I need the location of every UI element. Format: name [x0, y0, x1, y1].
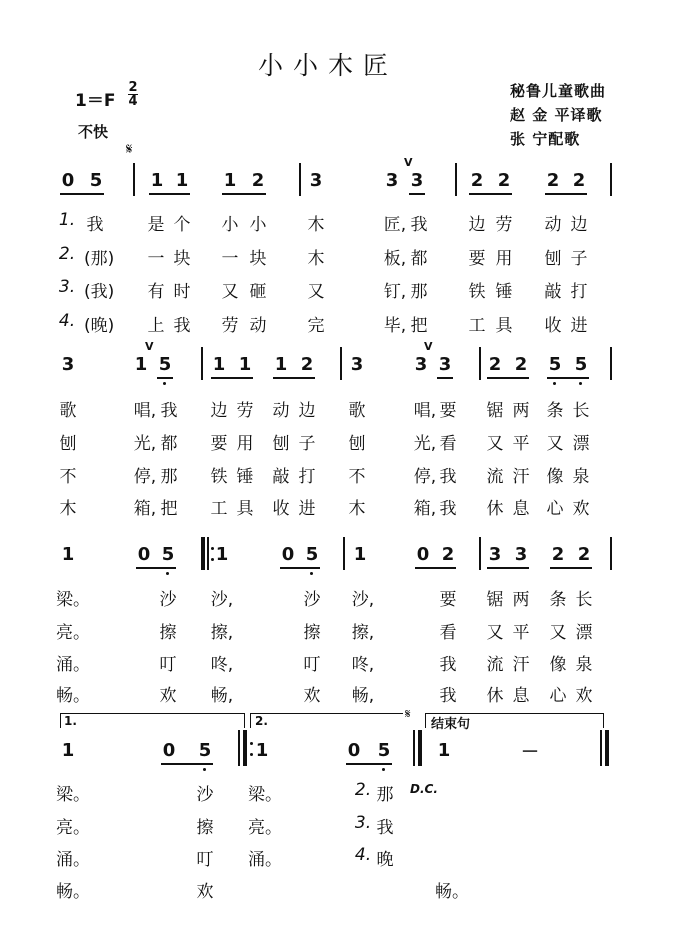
barline [610, 347, 612, 380]
lyric-syllable: 息 [512, 499, 530, 519]
lyric-syllable: (那) [84, 249, 115, 269]
lyric-syllable: 停, [133, 467, 157, 487]
beam-underline [273, 377, 315, 379]
barline [479, 537, 481, 570]
note: 1 [175, 170, 189, 191]
lyric-syllable: 条 [546, 401, 564, 421]
lyric-syllable: 具 [495, 316, 513, 336]
lyric-syllable: 畅, [351, 686, 375, 706]
lyric-syllable: 汗 [512, 467, 530, 487]
note: 2 [300, 354, 314, 375]
note: 3 [350, 354, 364, 375]
note: 2 [572, 170, 586, 191]
first-ending-bracket [60, 713, 245, 728]
lyric-syllable: 要 [439, 401, 457, 421]
beam-underline [547, 377, 589, 379]
lyric-syllable: 用 [236, 434, 254, 454]
lyric-syllable: 边 [298, 401, 316, 421]
breath-mark: V [424, 340, 433, 353]
lyric-syllable: 箱, [133, 499, 157, 519]
lyric-syllable: 欢 [196, 882, 214, 902]
lyric-syllable: 漂 [575, 623, 593, 643]
note: 3 [488, 544, 502, 565]
lyric-syllable: 两 [512, 590, 530, 610]
note: 1 [150, 170, 164, 191]
note: 2 [470, 170, 484, 191]
repeat-dot [250, 742, 253, 745]
lyric-syllable: 畅。 [56, 882, 90, 902]
lyric-syllable: 把 [160, 499, 178, 519]
note: 2 [514, 354, 528, 375]
lyric-syllable: 要 [468, 249, 486, 269]
lyric-syllable: 进 [298, 499, 316, 519]
lyric-syllable: 毕, [383, 316, 407, 336]
note: 3 [414, 354, 428, 375]
lyric-syllable: 不 [59, 467, 77, 487]
lyric-syllable: 又 [221, 282, 239, 302]
note: 0 [61, 170, 75, 191]
note: 5 [89, 170, 103, 191]
lyric-syllable: 心 [549, 686, 567, 706]
lyric-syllable: 都 [410, 249, 428, 269]
beam-underline [211, 377, 253, 379]
lyric-syllable: 涌。 [56, 655, 90, 675]
lyric-syllable: 钉, [383, 282, 407, 302]
lyric-syllable: 亮。 [248, 818, 282, 838]
lyric-syllable: 我 [439, 686, 457, 706]
verse-number: 1. [58, 210, 76, 230]
note: 1 [238, 354, 252, 375]
tempo-marking: 不快 [78, 123, 109, 141]
note: 1 [255, 740, 269, 761]
beam-underline [409, 193, 425, 195]
lyric-syllable: 光, [413, 434, 437, 454]
first-ending-label: 1. [64, 714, 77, 728]
lyric-syllable: 打 [298, 467, 316, 487]
lyric-syllable: 梁。 [56, 785, 90, 805]
lyric-syllable: 刨 [544, 249, 562, 269]
note: 1 [437, 740, 451, 761]
lyric-syllable: 畅。 [435, 882, 469, 902]
barline [343, 537, 345, 570]
barline [299, 163, 301, 196]
note: 3 [514, 544, 528, 565]
lyric-syllable: 是 [147, 215, 165, 235]
sustain-dash: － [521, 742, 539, 763]
time-signature [128, 82, 138, 107]
final-thin-barline [600, 730, 602, 766]
lyric-syllable: 欢 [572, 499, 590, 519]
lyric-syllable: 有 [147, 282, 165, 302]
segno-icon: 𝄋 [405, 707, 411, 722]
lyric-syllable: 箱, [413, 499, 437, 519]
note: 2 [488, 354, 502, 375]
lyric-syllable: 收 [544, 316, 562, 336]
verse-number: 3. [354, 813, 372, 833]
note: 5 [198, 740, 212, 761]
lyric-syllable: 咚, [210, 655, 234, 675]
beam-underline [545, 193, 587, 195]
page-title: 小小木匠 [258, 51, 399, 80]
repeat-end-thick-barline [243, 730, 247, 766]
lyric-syllable: 心 [546, 499, 564, 519]
verse-number: 2. [354, 780, 372, 800]
lyric-syllable: 锯 [486, 401, 504, 421]
note: 2 [546, 170, 560, 191]
lyric-syllable: 边 [570, 215, 588, 235]
low-octave-dot [203, 768, 206, 771]
lyric-syllable: 上 [147, 316, 165, 336]
arranger-credit: 张 宁配歌 [510, 130, 581, 148]
lyric-syllable: 长 [575, 590, 593, 610]
verse-number: 4. [354, 845, 372, 865]
note: 1 [134, 354, 148, 375]
lyric-syllable: 流 [486, 655, 504, 675]
beam-underline [346, 763, 392, 765]
lyric-syllable: 块 [249, 249, 267, 269]
lyric-syllable: 漂 [572, 434, 590, 454]
lyric-syllable: 休 [486, 686, 504, 706]
beam-underline [157, 377, 173, 379]
second-ending-label: 2. [255, 714, 268, 728]
note: 5 [574, 354, 588, 375]
lyric-syllable: 擦, [210, 623, 234, 643]
lyric-syllable: 畅, [210, 686, 234, 706]
final-thick-barline [605, 730, 609, 766]
lyric-syllable: 不 [348, 467, 366, 487]
note: 0 [347, 740, 361, 761]
lyric-syllable: 泉 [572, 467, 590, 487]
note: 1 [61, 544, 75, 565]
key-signature: 1＝F [75, 91, 116, 111]
note: 2 [251, 170, 265, 191]
lyric-syllable: 看 [439, 434, 457, 454]
note: 5 [158, 354, 172, 375]
lyric-syllable: 流 [486, 467, 504, 487]
lyric-syllable: 亮。 [56, 623, 90, 643]
lyric-syllable: 沙, [210, 590, 234, 610]
lyric-syllable: 我 [160, 401, 178, 421]
lyric-syllable: 铁 [210, 467, 228, 487]
lyric-syllable: 板, [383, 249, 407, 269]
lyric-syllable: 叮 [159, 655, 177, 675]
lyric-syllable: 砸 [249, 282, 267, 302]
barline [455, 163, 457, 196]
lyric-syllable: 个 [173, 215, 191, 235]
beam-underline [60, 193, 104, 195]
lyric-syllable: 动 [544, 215, 562, 235]
lyric-syllable: 像 [549, 655, 567, 675]
note: 0 [137, 544, 151, 565]
lyric-syllable: 小 [221, 215, 239, 235]
lyric-syllable: 梁。 [56, 590, 90, 610]
lyric-syllable: 用 [495, 249, 513, 269]
lyric-syllable: 又 [546, 434, 564, 454]
beam-underline [280, 567, 320, 569]
da-capo-marking: D.C. [410, 782, 438, 796]
lyric-syllable: 锯 [486, 590, 504, 610]
lyric-syllable: 一 [147, 249, 165, 269]
lyric-syllable: 擦 [196, 818, 214, 838]
lyric-syllable: 沙 [303, 590, 321, 610]
barline [201, 347, 203, 380]
barline [479, 347, 481, 380]
lyric-syllable: 动 [272, 401, 290, 421]
lyric-syllable: 锤 [236, 467, 254, 487]
lyric-syllable: 又 [307, 282, 325, 302]
lyric-syllable: 像 [546, 467, 564, 487]
lyric-syllable: 唱, [133, 401, 157, 421]
lyric-syllable: 那 [410, 282, 428, 302]
lyric-syllable: 刨 [59, 434, 77, 454]
lyric-syllable: 晚 [376, 850, 394, 870]
lyric-syllable: 都 [160, 434, 178, 454]
note: 1 [212, 354, 226, 375]
barline [610, 163, 612, 196]
lyric-syllable: 木 [307, 215, 325, 235]
lyric-syllable: 劳 [221, 316, 239, 336]
low-octave-dot [166, 572, 169, 575]
lyric-syllable: 歌 [348, 401, 366, 421]
note: 1 [61, 740, 75, 761]
lyric-syllable: 把 [410, 316, 428, 336]
lyric-syllable: 两 [512, 401, 530, 421]
lyric-syllable: 时 [173, 282, 191, 302]
lyric-syllable: 我 [376, 818, 394, 838]
lyric-syllable: 劳 [236, 401, 254, 421]
lyric-syllable: 我 [439, 655, 457, 675]
note: 5 [305, 544, 319, 565]
lyric-syllable: 锤 [495, 282, 513, 302]
lyric-syllable: 具 [236, 499, 254, 519]
lyric-syllable: 块 [173, 249, 191, 269]
note: 3 [385, 170, 399, 191]
lyric-syllable: 光, [133, 434, 157, 454]
lyric-syllable: 休 [486, 499, 504, 519]
repeat-dot [250, 753, 253, 756]
lyric-syllable: 要 [439, 590, 457, 610]
lyric-syllable: 那 [160, 467, 178, 487]
beam-underline [415, 567, 456, 569]
lyric-syllable: 敲 [544, 282, 562, 302]
lyric-syllable: 欢 [303, 686, 321, 706]
lyric-syllable: 要 [210, 434, 228, 454]
lyric-syllable: 擦 [159, 623, 177, 643]
note: 3 [309, 170, 323, 191]
note: 2 [497, 170, 511, 191]
breath-mark: V [145, 340, 154, 353]
lyric-syllable: 子 [570, 249, 588, 269]
verse-number: 2. [58, 244, 76, 264]
thick-barline [418, 730, 422, 766]
lyric-syllable: 沙 [196, 785, 214, 805]
lyric-syllable: 铁 [468, 282, 486, 302]
lyric-syllable: 平 [512, 623, 530, 643]
lyric-syllable: 涌。 [56, 850, 90, 870]
lyric-syllable: 停, [413, 467, 437, 487]
lyric-syllable: 沙 [159, 590, 177, 610]
repeat-start-thick-barline [201, 537, 205, 570]
lyric-syllable: 小 [249, 215, 267, 235]
lyric-syllable: 欢 [159, 686, 177, 706]
lyric-syllable: 叮 [196, 850, 214, 870]
beam-underline [437, 377, 453, 379]
beam-underline [469, 193, 512, 195]
lyric-syllable: (我) [84, 282, 115, 302]
lyric-syllable: 边 [468, 215, 486, 235]
lyric-syllable: 打 [570, 282, 588, 302]
lyric-syllable: 歌 [59, 401, 77, 421]
lyric-syllable: 工 [210, 499, 228, 519]
lyric-syllable: 看 [439, 623, 457, 643]
lyric-syllable: 工 [468, 316, 486, 336]
lyric-syllable: 又 [549, 623, 567, 643]
low-octave-dot [553, 382, 556, 385]
lyric-syllable: 匠, [383, 215, 407, 235]
lyric-syllable: 木 [307, 249, 325, 269]
note: 0 [281, 544, 295, 565]
note: 2 [577, 544, 591, 565]
lyric-syllable: 我 [173, 316, 191, 336]
verse-number: 4. [58, 311, 76, 331]
lyric-syllable: 我 [410, 215, 428, 235]
repeat-start-thin-barline [207, 537, 209, 570]
repeat-end-thin-barline [238, 730, 240, 766]
lyric-syllable: 泉 [575, 655, 593, 675]
lyric-syllable: 进 [570, 316, 588, 336]
segno-icon: 𝄋 [126, 140, 133, 158]
coda-label: 结束句 [431, 717, 471, 732]
note: 1 [215, 544, 229, 565]
lyric-syllable: 条 [549, 590, 567, 610]
lyric-syllable: 劳 [495, 215, 513, 235]
lyric-syllable: 畅。 [56, 686, 90, 706]
beam-underline [487, 567, 529, 569]
lyric-syllable: 又 [486, 434, 504, 454]
low-octave-dot [579, 382, 582, 385]
note: 3 [438, 354, 452, 375]
beam-underline [161, 763, 213, 765]
note: 0 [416, 544, 430, 565]
lyric-syllable: 动 [249, 316, 267, 336]
lyric-syllable: 长 [572, 401, 590, 421]
barline [133, 163, 135, 196]
beam-underline [550, 567, 592, 569]
lyric-syllable: 又 [486, 623, 504, 643]
lyric-syllable: 亮。 [56, 818, 90, 838]
lyric-syllable: 我 [86, 215, 104, 235]
lyric-syllable: 我 [439, 467, 457, 487]
note: 5 [377, 740, 391, 761]
note: 3 [410, 170, 424, 191]
lyric-syllable: 一 [221, 249, 239, 269]
low-octave-dot [310, 572, 313, 575]
time-signature-top: 2 [128, 80, 138, 95]
note: 2 [551, 544, 565, 565]
lyric-syllable: 咚, [351, 655, 375, 675]
lyric-syllable: (晚) [84, 316, 115, 336]
lyric-syllable: 那 [376, 785, 394, 805]
lyric-syllable: 叮 [303, 655, 321, 675]
lyric-syllable: 木 [348, 499, 366, 519]
lyric-syllable: 唱, [413, 401, 437, 421]
lyric-syllable: 汗 [512, 655, 530, 675]
lyric-syllable: 息 [512, 686, 530, 706]
lyric-syllable: 我 [439, 499, 457, 519]
note: 3 [61, 354, 75, 375]
lyric-syllable: 沙, [351, 590, 375, 610]
breath-mark: V [404, 156, 413, 169]
second-ending-bracket [250, 713, 403, 728]
beam-underline [136, 567, 176, 569]
beam-underline [222, 193, 266, 195]
note: 5 [548, 354, 562, 375]
lyric-syllable: 收 [272, 499, 290, 519]
lyric-syllable: 欢 [575, 686, 593, 706]
barline [340, 347, 342, 380]
note: 0 [162, 740, 176, 761]
barline [413, 730, 415, 766]
note: 1 [223, 170, 237, 191]
lyric-syllable: 擦 [303, 623, 321, 643]
lyric-syllable: 平 [512, 434, 530, 454]
note: 1 [353, 544, 367, 565]
lyric-syllable: 敲 [272, 467, 290, 487]
barline [610, 537, 612, 570]
lyric-syllable: 梁。 [248, 785, 282, 805]
lyric-syllable: 涌。 [248, 850, 282, 870]
lyric-syllable: 木 [59, 499, 77, 519]
beam-underline [149, 193, 190, 195]
note: 5 [161, 544, 175, 565]
verse-number: 3. [58, 277, 76, 297]
lyric-syllable: 刨 [348, 434, 366, 454]
composer-credit: 秘鲁儿童歌曲 [510, 82, 607, 100]
lyric-syllable: 边 [210, 401, 228, 421]
lyric-syllable: 擦, [351, 623, 375, 643]
lyric-syllable: 完 [307, 316, 325, 336]
note: 2 [441, 544, 455, 565]
low-octave-dot [163, 382, 166, 385]
lyric-syllable: 子 [298, 434, 316, 454]
lyric-syllable: 刨 [272, 434, 290, 454]
low-octave-dot [382, 768, 385, 771]
time-signature-bottom: 4 [128, 94, 138, 109]
beam-underline [487, 377, 529, 379]
translator-credit: 赵 金 平译歌 [510, 106, 603, 124]
note: 1 [274, 354, 288, 375]
